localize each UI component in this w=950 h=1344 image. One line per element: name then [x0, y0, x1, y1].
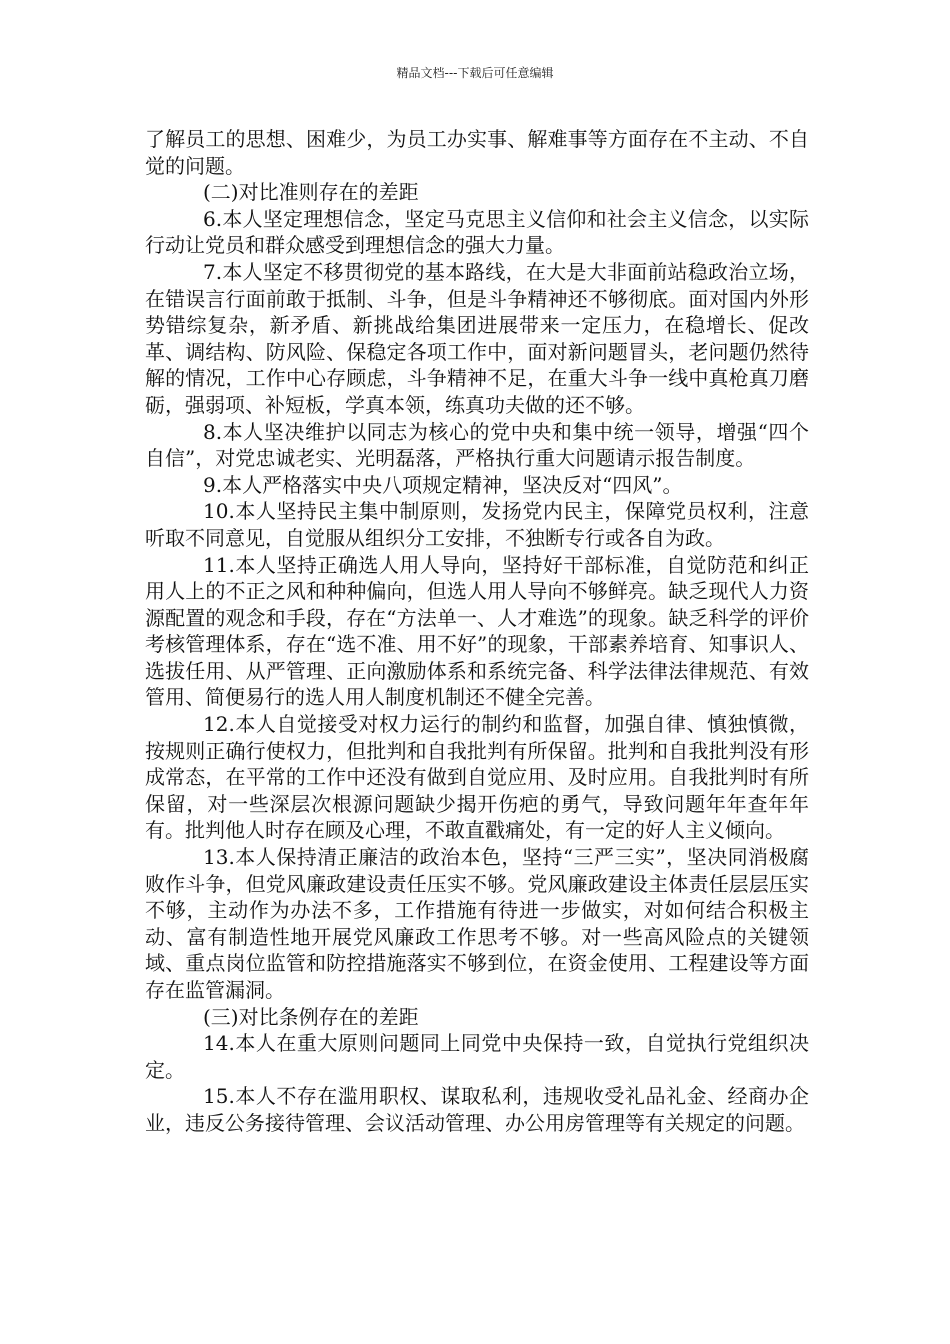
section-heading-3: (三)对比条例存在的差距: [203, 1004, 419, 1029]
paragraph-item-11: 11.本人坚持正确选人用人导向，坚持好干部标准，自觉防范和纠正用人上的不正之风和种种偏向，但选人用人导向不够鲜亮。缺乏现代人力资源配置的观念和手段，存在“方法单一、人才难选”的现象。缺乏科学的评价考核管理体系，存在“选不准、用不好”的现象，干部素养培育、知事识人、选拔任用、从严管理、正向激励体系和系统完备、科学法律法律规范、有效管用、简便易行的选人用人制度机制还不健全完善。: [145, 552, 809, 710]
document-body: [145, 126, 809, 1137]
paragraph-item-7: 7.本人坚定不移贯彻党的基本路线，在大是大非面前站稳政治立场，在错误言行面前敢于抵制、斗争，但是斗争精神还不够彻底。面对国内外形势错综复杂，新矛盾、新挑战给集团进展带来一定压力，在稳增长、促改革、调结构、防风险、保稳定各项工作中，面对新问题冒头，老问题仍然待解的情况，工作中心存顾虑，斗争精神不足，在重大斗争一线中真枪真刀磨砺，强弱项、补短板，学真本领，练真功夫做的还不够。: [145, 259, 809, 417]
paragraph-item-12: 12.本人自觉接受对权力运行的制约和监督，加强自律、慎独慎微，按规则正确行使权力，但批判和自我批判有所保留。批判和自我批判没有形成常态，在平常的工作中还没有做到自觉应用、及时应用。自我批判时有所保留，对一些深层次根源问题缺少揭开伤疤的勇气，导致问题年年查年年有。批判他人时存在顾及心理，不敢直戳痛处，有一定的好人主义倾向。: [145, 712, 809, 843]
paragraph-item-14: 14.本人在重大原则问题同上同党中央保持一致，自觉执行党组织决定。: [145, 1031, 809, 1082]
paragraph-item-10: 10.本人坚持民主集中制原则，发扬党内民主，保障党员权利，注意听取不同意见，自觉服从组织分工安排，不独断专行或各自为政。: [145, 499, 809, 550]
paragraph-item-15: 15.本人不存在滥用职权、谋取私利，违规收受礼品礼金、经商办企业，违反公务接待管理、会议活动管理、办公用房管理等有关规定的问题。: [145, 1084, 809, 1135]
page-header: 精品文档---下载后可任意编辑: [396, 66, 554, 80]
paragraph-item-6: 6.本人坚定理想信念，坚定马克思主义信仰和社会主义信念，以实际行动让党员和群众感受到理想信念的强大力量。: [145, 206, 809, 258]
paragraph-item-13: 13.本人保持清正廉洁的政治本色，坚持“三严三实”，坚决同消极腐败作斗争，但党风廉政建设责任压实不够。党风廉政建设主体责任层层压实不够，主动作为办法不多，工作措施有待进一步做实，对如何结合积极主动、富有制造性地开展党风廉政工作思考不够。对一些高风险点的关键领域、重点岗位监管和防控措施落实不够到位，在资金使用、工程建设等方面存在监管漏洞。: [145, 845, 809, 1002]
section-heading-2: (二)对比准则存在的差距: [203, 180, 419, 205]
paragraph-item-9: 9.本人严格落实中央八项规定精神，坚决反对“四风”。: [203, 472, 683, 497]
paragraph-continuation: 了解员工的思想、困难少，为员工办实事、解难事等方面存在不主动、不自觉的问题。: [145, 127, 809, 178]
paragraph-item-8: 8.本人坚决维护以同志为核心的党中央和集中统一领导，增强“四个自信”，对党忠诚老实、光明磊落，严格执行重大问题请示报告制度。: [145, 419, 809, 471]
